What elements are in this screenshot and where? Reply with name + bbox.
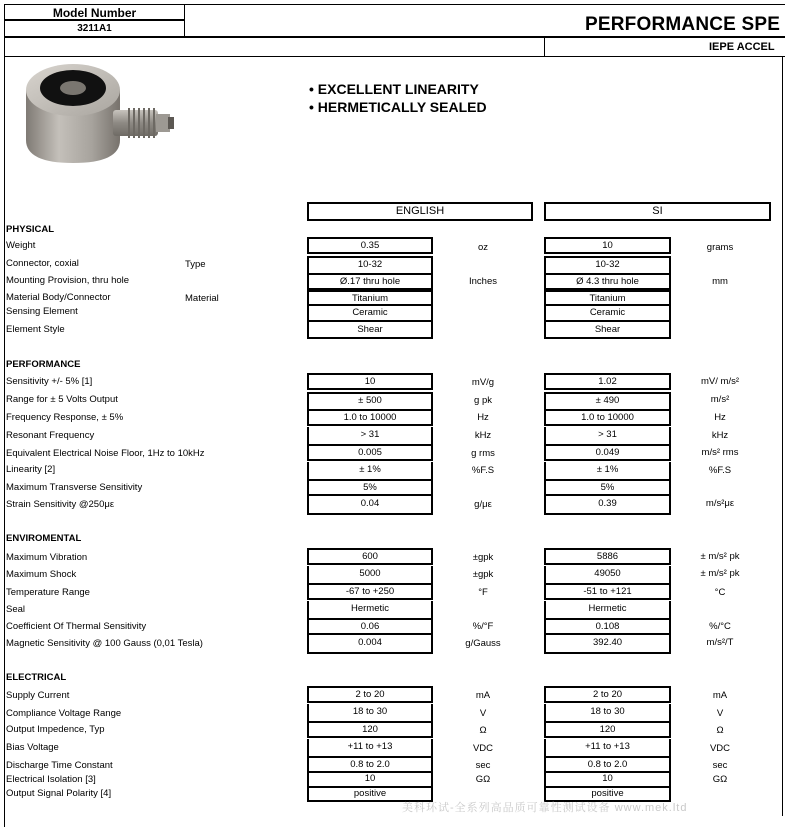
page-subtitle: IEPE ACCEL [709, 41, 775, 53]
english-value: > 31 [307, 427, 433, 444]
english-unit: kHz [474, 430, 492, 441]
si-value: 10 [544, 237, 671, 254]
row-label: Sensitivity +/- 5% [1] [6, 376, 93, 387]
english-unit: %/°F [472, 621, 494, 632]
si-unit: m/s²/T [706, 637, 734, 648]
english-value: 10 [307, 373, 433, 390]
row-label: Maximum Shock [6, 569, 77, 580]
subtitle-divider [544, 37, 545, 57]
english-unit: mV/g [471, 377, 495, 388]
english-column-header: ENGLISH [307, 202, 533, 221]
row-label: Sensing Element [6, 306, 78, 317]
si-unit: ± m/s² pk [700, 551, 740, 562]
si-value: 1.0 to 10000 [544, 409, 671, 426]
si-value: ± 1% [544, 462, 671, 479]
english-unit: oz [477, 242, 489, 253]
english-value: positive [307, 786, 433, 802]
si-value: 1.02 [544, 373, 671, 390]
si-value: positive [544, 786, 671, 802]
english-unit: ±gpk [472, 552, 494, 563]
row-label: Connector, coxial [6, 258, 79, 269]
page-title: PERFORMANCE SPE [585, 14, 781, 35]
english-value: 0.8 to 2.0 [307, 756, 433, 773]
row-label: Magnetic Sensitivity @ 100 Gauss (0,01 Tesla) [6, 638, 203, 649]
si-value: Ceramic [544, 304, 671, 321]
english-value: 2 to 20 [307, 686, 433, 703]
english-unit: g rms [471, 448, 495, 459]
english-unit: GΩ [475, 774, 491, 785]
english-value: 600 [307, 548, 433, 565]
si-value: 392.40 [544, 635, 671, 654]
row-sublabel: Type [185, 259, 206, 270]
english-value: 10 [307, 772, 433, 787]
english-value: Titanium [307, 290, 433, 307]
si-value: +11 to +13 [544, 739, 671, 756]
row-label: Seal [6, 604, 26, 615]
row-sublabel: Material [185, 293, 219, 304]
si-value: -51 to +121 [544, 583, 671, 600]
si-value: 120 [544, 721, 671, 738]
english-value: 18 to 30 [307, 704, 433, 721]
english-value: +11 to +13 [307, 739, 433, 756]
si-unit: %F.S [708, 465, 732, 476]
english-value: Ø.17 thru hole [307, 273, 433, 290]
english-value: 10-32 [307, 256, 433, 273]
english-unit: mA [475, 690, 491, 701]
si-value: ± 490 [544, 392, 671, 409]
row-label: Strain Sensitivity @250με [6, 499, 115, 510]
section-electrical-title: ELECTRICAL [6, 672, 67, 683]
si-value: 2 to 20 [544, 686, 671, 703]
si-value: 5% [544, 479, 671, 496]
si-unit: Hz [714, 412, 726, 423]
si-value: Titanium [544, 290, 671, 307]
si-unit: %/°C [709, 621, 731, 632]
si-value: Shear [544, 320, 671, 339]
row-label: Mounting Provision, thru hole [6, 275, 130, 286]
english-unit: g/με [474, 499, 492, 510]
si-unit: GΩ [712, 774, 728, 785]
english-unit: V [479, 708, 487, 719]
subtitle-row [4, 37, 785, 57]
row-label: Maximum Transverse Sensitivity [6, 482, 143, 493]
row-label: Linearity [2] [6, 464, 56, 475]
english-value: Shear [307, 320, 433, 339]
english-value: Hermetic [307, 601, 433, 618]
row-label: Weight [6, 240, 36, 251]
english-unit: VDC [472, 743, 494, 754]
si-value: 10-32 [544, 256, 671, 273]
si-value: 0.108 [544, 618, 671, 635]
feature-hermetic: • HERMETICALLY SEALED [309, 99, 487, 115]
watermark: 美科环试-全系列高品质可靠性测试设备 www.mek.ltd [402, 802, 688, 814]
english-unit: g/Gauss [465, 638, 501, 649]
english-unit: g pk [474, 395, 492, 406]
si-unit: m/s² [710, 394, 730, 405]
si-value: 0.8 to 2.0 [544, 756, 671, 773]
feature-linearity: • EXCELLENT LINEARITY [309, 81, 479, 97]
english-value: ± 500 [307, 392, 433, 409]
english-unit: sec [475, 760, 491, 771]
si-value: 49050 [544, 566, 671, 583]
row-label: Resonant Frequency [6, 430, 95, 441]
row-label: Material Body/Connector [6, 292, 111, 303]
si-value: 5886 [544, 548, 671, 565]
english-unit: %F.S [471, 465, 495, 476]
right-border [782, 56, 783, 816]
si-value: Ø 4.3 thru hole [544, 273, 671, 290]
si-unit: V [716, 708, 724, 719]
english-value: 120 [307, 721, 433, 738]
row-label: Maximum Vibration [6, 552, 88, 563]
si-unit: mm [712, 276, 728, 287]
si-unit: °C [714, 587, 726, 598]
row-label: Output Signal Polarity [4] [6, 788, 112, 799]
row-label: Temperature Range [6, 587, 90, 598]
english-value: 1.0 to 10000 [307, 409, 433, 426]
si-value: 10 [544, 772, 671, 787]
row-label: Equivalent Electrical Noise Floor, 1Hz to 10kHz [6, 448, 205, 459]
accelerometer-product-image [18, 60, 188, 170]
si-unit: Ω [716, 725, 724, 736]
english-value: 5000 [307, 566, 433, 583]
english-value: 0.004 [307, 635, 433, 654]
section-performance-title: PERFORMANCE [6, 359, 81, 370]
row-label: Discharge Time Constant [6, 760, 113, 771]
english-value: 0.06 [307, 618, 433, 635]
si-unit: mV/ m/s² [701, 376, 739, 387]
si-value: > 31 [544, 427, 671, 444]
english-value: 5% [307, 479, 433, 496]
si-column-header: SI [544, 202, 771, 221]
model-number-label: Model Number [4, 4, 185, 20]
english-value: 0.04 [307, 496, 433, 515]
row-label: Electrical Isolation [3] [6, 774, 96, 785]
row-label: Frequency Response, ± 5% [6, 412, 124, 423]
english-unit: Hz [477, 412, 489, 423]
row-label: Compliance Voltage Range [6, 708, 122, 719]
english-unit: °F [478, 587, 488, 598]
si-value: 0.049 [544, 444, 671, 461]
row-label: Supply Current [6, 690, 70, 701]
si-unit: grams [706, 242, 734, 253]
si-unit: kHz [711, 430, 729, 441]
si-unit: m/s² rms [701, 447, 739, 458]
english-value: 0.35 [307, 237, 433, 254]
section-physical-title: PHYSICAL [6, 224, 55, 235]
row-label: Range for ± 5 Volts Output [6, 394, 118, 405]
si-value: Hermetic [544, 601, 671, 618]
english-value: Ceramic [307, 304, 433, 321]
row-label: Output Impedence, Typ [6, 724, 105, 735]
si-value: 0.39 [544, 496, 671, 515]
row-label: Element Style [6, 324, 65, 335]
english-unit: Inches [469, 276, 497, 287]
si-unit: VDC [709, 743, 731, 754]
section-environmental-title: ENVIROMENTAL [6, 533, 82, 544]
english-unit: Ω [479, 725, 487, 736]
english-unit: ±gpk [472, 569, 494, 580]
english-value: ± 1% [307, 462, 433, 479]
english-value: -67 to +250 [307, 583, 433, 600]
row-label: Bias Voltage [6, 742, 59, 753]
si-unit: m/s²με [705, 498, 735, 509]
english-value: 0.005 [307, 444, 433, 461]
si-unit: sec [712, 760, 728, 771]
si-unit: mA [712, 690, 728, 701]
si-value: 18 to 30 [544, 704, 671, 721]
si-unit: ± m/s² pk [700, 568, 740, 579]
row-label: Coefficient Of Thermal Sensitivity [6, 621, 147, 632]
model-number-value: 3211A1 [4, 20, 185, 37]
